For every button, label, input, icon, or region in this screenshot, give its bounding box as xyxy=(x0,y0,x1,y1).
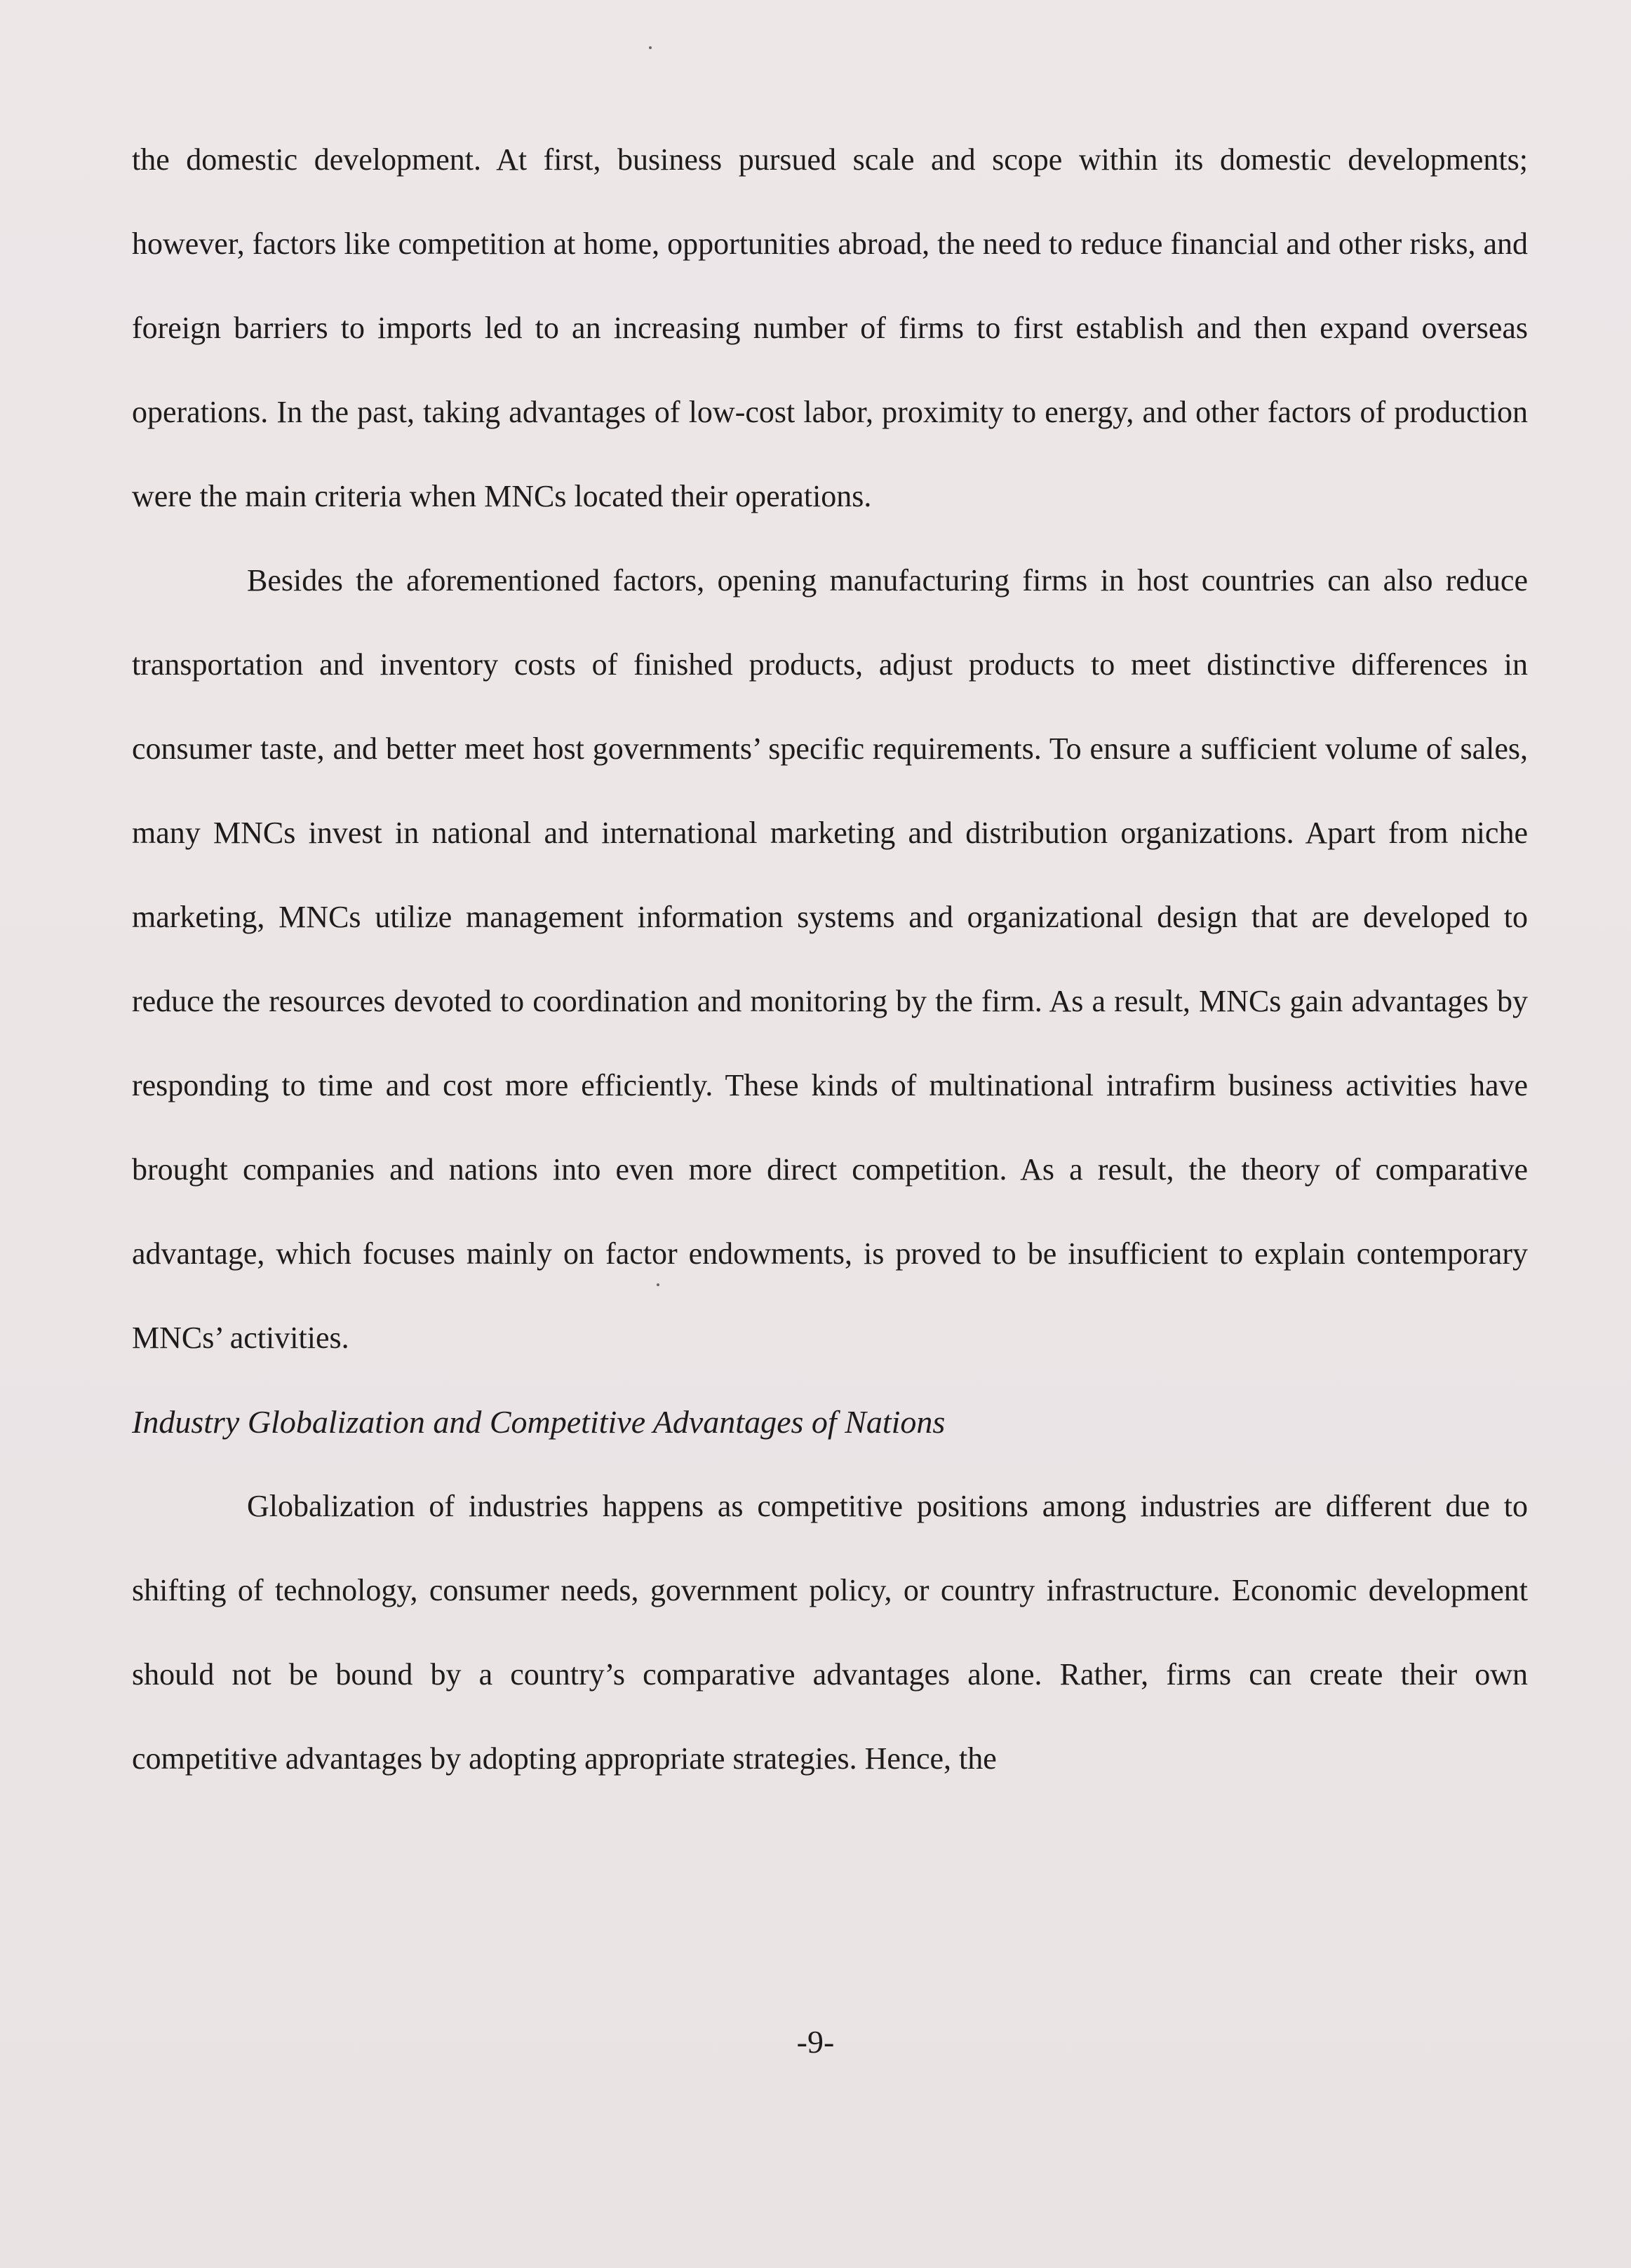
paragraph-3: Globalization of industries happens as competitive positions among industries are different due to shifting of technology, consumer needs, government policy, or country infrastructure. Economic development should not be bound by a country’s comparative advantages alone. Rather, firms can create their own competitive advantages by adopting appropriate strategies. Hence, the xyxy=(132,1489,1528,1776)
section-heading: Industry Globalization and Competitive Advantages of Nations xyxy=(132,1404,946,1440)
scan-speck xyxy=(649,46,652,49)
body-text xyxy=(132,118,1528,1801)
page-number: -9- xyxy=(796,2024,835,2060)
paragraph-1: the domestic development. At first, business pursued scale and scope within its domestic developments; however, factors like competition at home, opportunities abroad, the need to reduce financial and other risks, and foreign barriers to imports led to an increasing number of firms to first establish and then expand overseas operations. In the past, taking advantages of low-cost labor, proximity to energy, and other factors of production were the main criteria when MNCs located their operations. xyxy=(132,142,1528,513)
paragraph-2: Besides the aforementioned factors, opening manufacturing firms in host countries can also reduce transportation and inventory costs of finished products, adjust products to meet distinctive differences in consumer taste, and better meet host governments’ specific requirements. To ensure a sufficient volume of sales, many MNCs invest in national and international marketing and distribution organizations. Apart from niche marketing, MNCs utilize management information systems and organizational design that are developed to reduce the resources devoted to coordination and monitoring by the firm. As a result, MNCs gain advantages by responding to time and cost more efficiently. These kinds of multinational intrafirm business activities have brought companies and nations into even more direct competition. As a result, the theory of comparative advantage, which focuses mainly on factor endowments, is proved to be insufficient to explain contemporary MNCs’ activities. xyxy=(132,563,1528,1355)
scan-speck xyxy=(657,1283,659,1286)
